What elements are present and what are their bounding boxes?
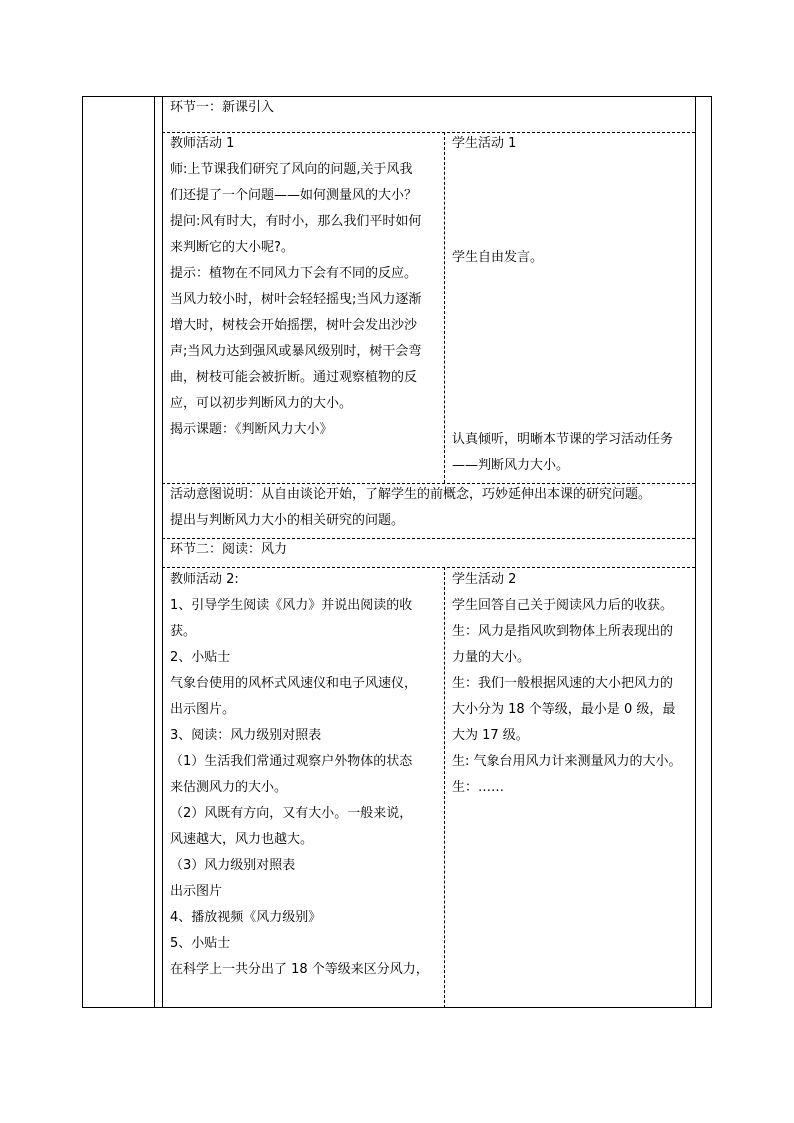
activity-divider — [444, 132, 445, 483]
student-line: 力量的大小。 — [452, 650, 531, 665]
student-line: 生：…… — [452, 780, 505, 795]
teacher-line: 提示：植物在不同风力下会有不同的反应。 — [170, 266, 418, 281]
teacher-line: 2、小贴士 — [170, 650, 231, 665]
student-line: 生：我们一般根据风速的大小把风力的 — [452, 676, 674, 691]
column-divider-left — [154, 96, 155, 1008]
teacher-line: 风速越大，风力也越大。 — [170, 832, 314, 847]
teacher-line: 3、阅读：风力级别对照表 — [170, 728, 322, 743]
teacher-line: 揭示课题：《判断风力大小》 — [170, 422, 333, 437]
column-divider-inner — [162, 96, 163, 1008]
student-line: 学生回答自己关于阅读风力后的收获。 — [452, 598, 674, 613]
teacher-line: 来判断它的大小呢?。 — [170, 240, 294, 255]
teacher-line: （1）生活我们常通过观察户外物体的状态 — [170, 754, 413, 769]
section1-student-title: 学生活动 1 — [452, 136, 517, 151]
intent-line: 活动意图说明：从自由谈论开始，了解学生的前概念，巧妙延伸出本课的研究问题。 — [170, 487, 652, 502]
activity-divider — [444, 567, 445, 1008]
teacher-line: 当风力较小时，树叶会轻轻摇曳;当风力逐渐 — [170, 292, 422, 307]
teacher-line: 在科学上一共分出了 18 个等级来区分风力， — [170, 962, 429, 977]
teacher-line: （2）风既有方向，又有大小。一般来说， — [170, 806, 413, 821]
section1-teacher-activity — [170, 131, 421, 443]
section2-heading: 环节二：阅读：风力 — [170, 542, 288, 557]
column-divider-right — [695, 96, 696, 1008]
section1-student-listen — [452, 427, 673, 479]
teacher-line: 来估测风力的大小。 — [170, 780, 288, 795]
teacher-line: 应，可以初步判断风力的大小。 — [170, 396, 353, 411]
student-line: 生：风力是指风吹到物体上所表现出的 — [452, 624, 674, 639]
teacher-line: 获。 — [170, 624, 197, 639]
teacher-line: 5、小贴士 — [170, 936, 231, 951]
teacher-line: 教师活动 2: — [170, 572, 239, 587]
student-line: ——判断风力大小。 — [452, 458, 570, 473]
teacher-line: 出示图片。 — [170, 702, 236, 717]
teacher-line: 教师活动 1 — [170, 136, 235, 151]
student-line: 学生活动 2 — [452, 572, 517, 587]
student-line: 大小分为 18 个等级，最小是 0 级，最 — [452, 702, 676, 717]
section2-student-activity — [452, 567, 682, 801]
teacher-line: 出示图片 — [170, 884, 223, 899]
teacher-line: 气象台使用的风杯式风速仪和电子风速仪， — [170, 676, 418, 691]
section1-student-free: 学生自由发言。 — [452, 250, 544, 265]
student-line: 生: 气象台用风力计来测量风力的大小。 — [452, 754, 682, 769]
section2-teacher-activity — [170, 567, 429, 983]
teacher-line: （3）风力级别对照表 — [170, 858, 296, 873]
teacher-line: 增大时，树枝会开始摇摆，树叶会发出沙沙 — [170, 318, 418, 333]
section1-heading: 环节一：新课引入 — [170, 100, 275, 115]
student-line: 大为 17 级。 — [452, 728, 529, 743]
teacher-line: 提问:风有时大，有时小，那么我们平时如何 — [170, 214, 422, 229]
activity-intent — [170, 482, 651, 534]
teacher-line: 1、引导学生阅读《风力》并说出阅读的收 — [170, 598, 413, 613]
intent-line: 提出与判断风力大小的相关研究的问题。 — [170, 513, 405, 528]
teacher-line: 们还提了一个问题——如何测量风的大小？ — [170, 188, 418, 203]
student-line: 认真倾听，明晰本节课的学习活动任务 — [452, 432, 674, 447]
teacher-line: 曲，树枝可能会被折断。通过观察植物的反 — [170, 370, 418, 385]
teacher-line: 声;当风力达到强风或暴风级别时，树干会弯 — [170, 344, 422, 359]
teacher-line: 师:上节课我们研究了风向的问题,关于风我 — [170, 162, 413, 177]
teacher-line: 4、播放视频《风力级别》 — [170, 910, 322, 925]
